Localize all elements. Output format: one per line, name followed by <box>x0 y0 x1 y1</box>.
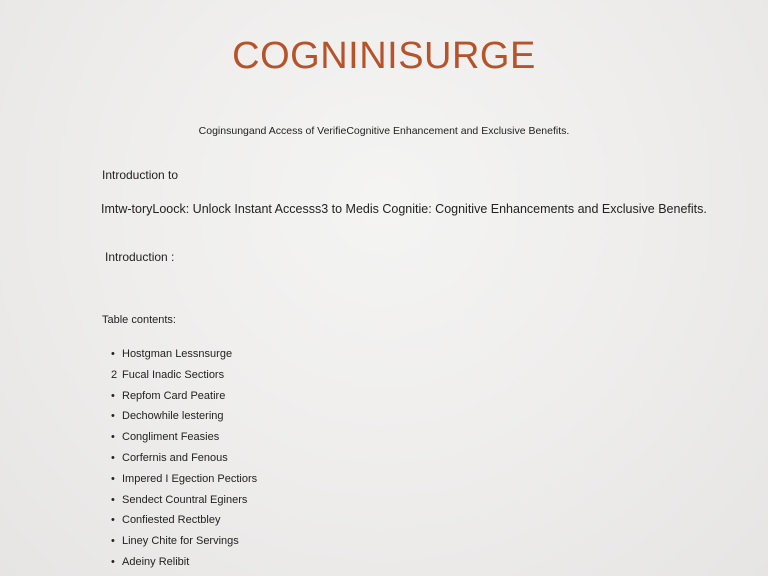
toc-bullet: • <box>111 348 115 360</box>
toc-bullet: • <box>111 451 115 464</box>
toc-item <box>111 451 257 465</box>
toc-item <box>111 430 257 444</box>
toc-item-label: Liney Chite for Servings <box>122 535 239 548</box>
toc-item-label: Congliment Feasies <box>122 431 220 444</box>
toc-item-label: Adeiny Relibit <box>122 555 190 568</box>
introduction-label: Introduction : <box>105 250 175 264</box>
toc-bullet: • <box>111 431 115 444</box>
toc-bullet: • <box>111 493 115 506</box>
toc-item-label: Confiested Rectbley <box>122 514 221 527</box>
intro-heading: Introduction to <box>102 168 179 182</box>
toc-bullet: • <box>111 410 115 423</box>
toc-bullet: • <box>111 555 115 568</box>
toc-item <box>111 368 257 382</box>
document-subtitle: Coginsungand Access of VerifieCognitive Enhancement and Exclusive Benefits. <box>198 125 570 137</box>
toc-item-label: Impered I Egection Pectiors <box>122 472 258 485</box>
toc-item-label: Sendect Countral Eginers <box>122 493 248 506</box>
toc-item <box>111 409 257 423</box>
toc-item-label: Corfernis and Fenous <box>122 451 228 464</box>
toc-item <box>111 555 257 569</box>
toc-item-label: Hostgman Lessnsurge <box>122 348 233 360</box>
toc-bullet: • <box>111 514 115 527</box>
toc-bullet: • <box>111 472 115 485</box>
brand-title: COGNINISURGE <box>232 35 536 77</box>
toc-item <box>111 347 257 361</box>
toc-item <box>111 472 257 486</box>
toc-bullet: • <box>111 389 115 402</box>
toc-item <box>111 389 257 403</box>
toc-item-label: Dechowhile lestering <box>122 410 224 423</box>
table-of-contents-heading: Table contents: <box>102 314 176 326</box>
table-of-contents-list <box>111 347 257 576</box>
lead-paragraph: Imtw-toryLoock: Unlock Instant Accesss3 to Medis Cognitie: Cognitive Enhancements and Exclusive Benefits. <box>101 202 707 216</box>
toc-bullet: 2 <box>111 368 118 381</box>
toc-bullet: • <box>111 535 115 548</box>
toc-item-label: Fucal Inadic Sectiors <box>122 368 225 381</box>
toc-item <box>111 534 257 548</box>
toc-item <box>111 493 257 507</box>
toc-item-label: Repfom Card Peatire <box>122 389 226 402</box>
toc-item <box>111 513 257 527</box>
